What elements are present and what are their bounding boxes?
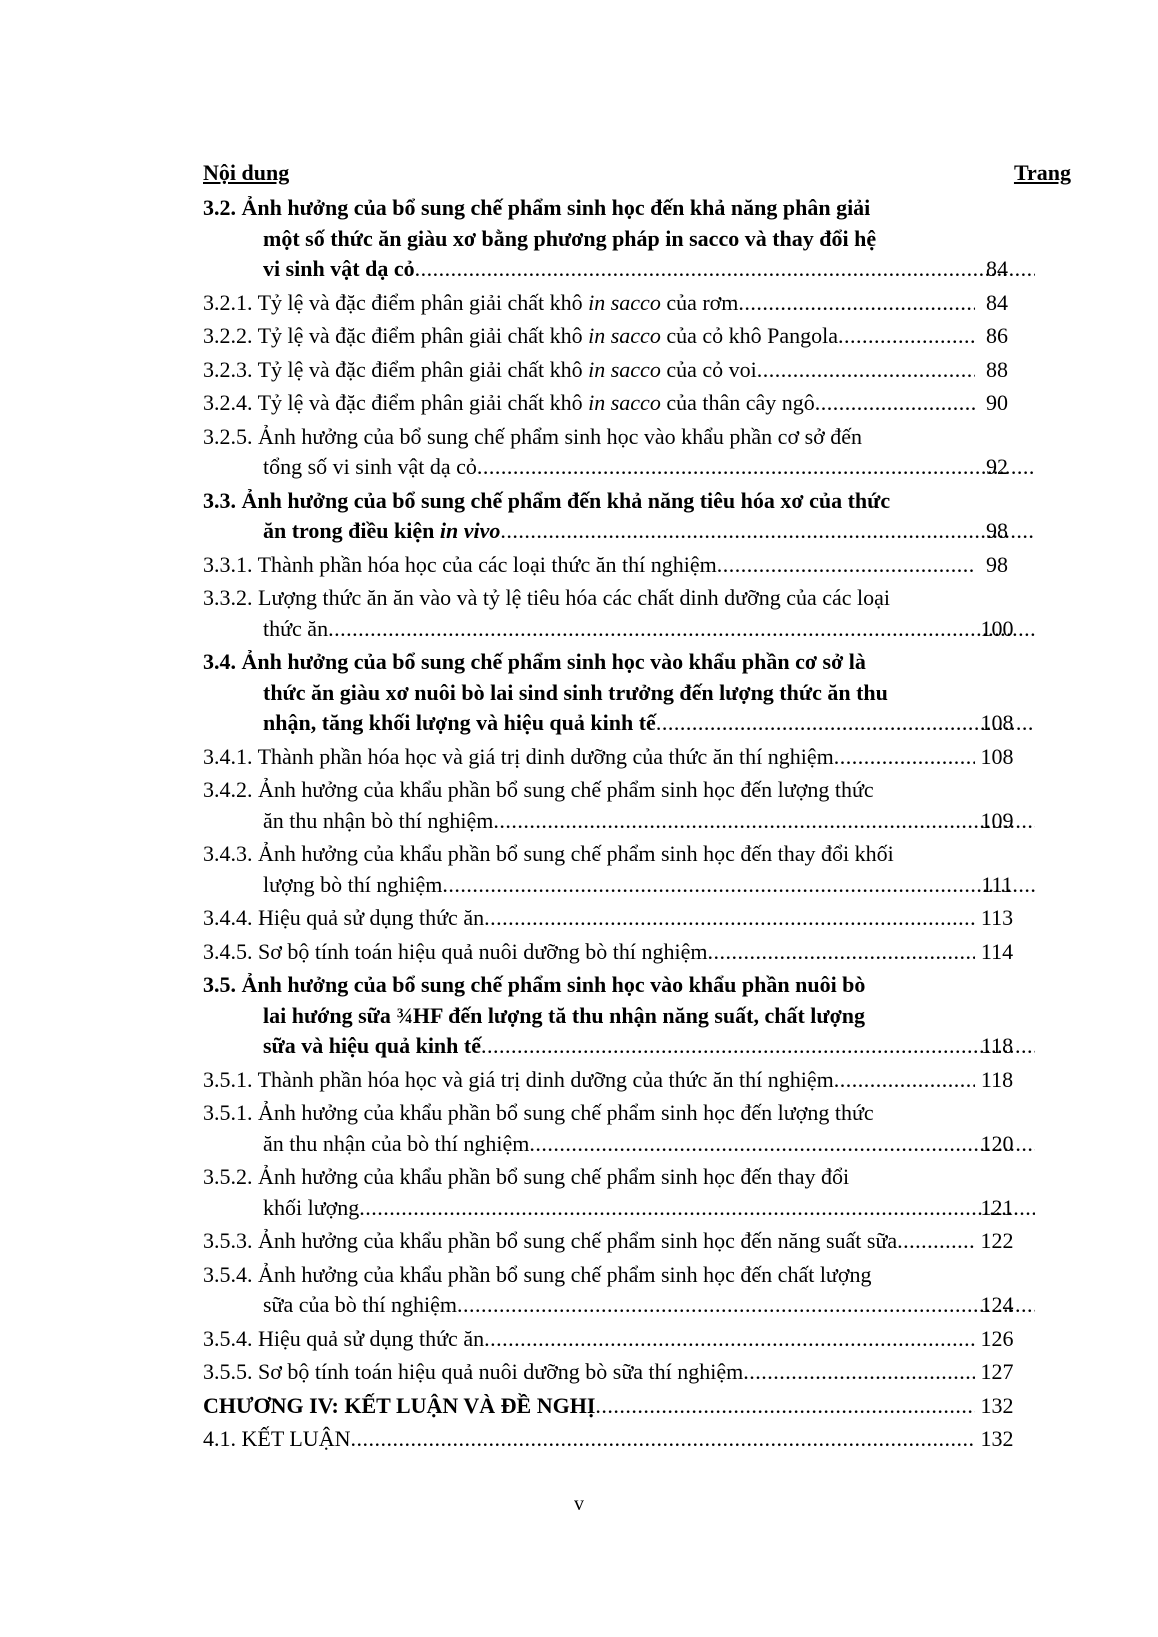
toc-dot-leader (493, 806, 1035, 837)
toc-entry-text: 3.5.4. Hiệu quả sử dụng thức ăn (203, 1325, 485, 1351)
toc-entry-text: 3.2.2. Tỷ lệ và đặc điểm phân giải chất khô (203, 323, 589, 348)
toc-entry-text: sữa và hiệu quả kinh tế (263, 1033, 481, 1058)
toc-entry-italic-term: in sacco (588, 390, 661, 415)
toc-entry-text: 3.2.1. Tỷ lệ và đặc điểm phân giải chất khô (203, 289, 589, 315)
toc-entry-line: 3.5.1. Ảnh hưởng của khẩu phần bổ sung chế phẩm sinh học đến lượng thức (203, 1100, 874, 1125)
toc-page-number: 113 (980, 905, 1014, 930)
toc-page-number: 88 (986, 356, 1008, 382)
toc-entry-text: 3.4.5. Sơ bộ tính toán hiệu quả nuôi dưỡng bò thí nghiệm (203, 938, 708, 964)
toc-entry-last-line (203, 288, 975, 319)
toc-dot-leader (815, 388, 975, 419)
toc-entry-line: 3.2. Ảnh hưởng của bổ sung chế phẩm sinh học đến khả năng phân giải (203, 195, 871, 220)
toc-entry-text: CHƯƠNG IV: KẾT LUẬN VÀ ĐỀ NGHỊ (203, 1392, 596, 1418)
toc-entry[interactable] (203, 486, 1071, 547)
toc-entry-title (203, 903, 484, 934)
toc-entry-text: ăn thu nhận của bò thí nghiệm (263, 1130, 530, 1156)
toc-entry-line: 3.5.2. Ảnh hưởng của khẩu phần bổ sung chế phẩm sinh học đến thay đổi (203, 1164, 850, 1189)
toc-dot-leader (834, 742, 975, 773)
toc-header-page-label: Trang (1013, 160, 1071, 185)
toc-entry-title (203, 1391, 595, 1422)
toc-entry-line: 3.2.5. Ảnh hưởng của bổ sung chế phẩm sinh học vào khẩu phần cơ sở đến (203, 423, 863, 449)
toc-entry-text: 3.2.4. Tỷ lệ và đặc điểm phân giải chất khô (203, 390, 589, 415)
toc-entry[interactable] (203, 1098, 1071, 1159)
toc-entry-last-line (203, 1129, 1035, 1160)
toc-dot-leader (757, 355, 975, 386)
toc-entry-last-line (203, 1193, 1035, 1224)
toc-entry-italic-term: in sacco (588, 289, 661, 315)
toc-entry-title (263, 708, 656, 739)
toc-entry-title (203, 1324, 484, 1355)
toc-entry-title (203, 742, 834, 773)
toc-entry-last-line (203, 806, 1035, 837)
toc-dot-leader (442, 870, 1035, 901)
toc-entry-last-line (203, 355, 975, 386)
toc-entry-last-line (203, 321, 975, 352)
toc-entry[interactable] (203, 1324, 1071, 1355)
toc-page-number: 132 (980, 1392, 1014, 1418)
toc-entry-line: 3.4. Ảnh hưởng của bổ sung chế phẩm sinh học vào khẩu phần cơ sở là (203, 649, 866, 674)
toc-entry-text: 3.4.1. Thành phần hóa học và giá trị dinh dưỡng của thức ăn thí nghiệm (203, 743, 834, 769)
toc-entry[interactable] (203, 1357, 1071, 1388)
toc-page-number: 92 (986, 454, 1008, 479)
toc-dot-leader (834, 1065, 975, 1096)
toc-entry-line: lai hướng sữa ¾HF đến lượng tă thu nhận năng suất, chất lượng (263, 1002, 866, 1028)
toc-entry-title (263, 1031, 481, 1062)
toc-entry-text-tail: của rơm (660, 289, 739, 315)
toc-header-content-label: Nội dung (203, 160, 290, 185)
toc-entry-last-line (203, 1031, 1035, 1062)
toc-page-number: 122 (980, 1228, 1014, 1253)
toc-entry-text-tail: của thân cây ngô (660, 390, 815, 415)
toc-entry[interactable] (203, 1226, 1071, 1257)
toc-dot-leader (350, 1424, 975, 1455)
toc-entry-title (203, 321, 838, 352)
toc-page-number: 132 (980, 1426, 1014, 1451)
toc-dot-leader (328, 614, 1035, 645)
toc-entry[interactable] (203, 970, 1071, 1062)
toc-entry-last-line (203, 1424, 975, 1455)
toc-entry[interactable] (203, 321, 1071, 352)
toc-entry-text: lượng bò thí nghiệm (263, 871, 443, 897)
toc-entry-title (263, 516, 500, 547)
toc-entry-title (263, 1290, 457, 1321)
toc-entry[interactable] (203, 1424, 1071, 1455)
toc-entry[interactable] (203, 937, 1071, 968)
toc-entry-text: ăn thu nhận bò thí nghiệm (263, 807, 494, 833)
toc-entry[interactable] (203, 583, 1071, 644)
toc-entry-last-line (203, 1324, 975, 1355)
toc-page-number: 127 (980, 1359, 1014, 1384)
toc-entry-text: 3.3.1. Thành phần hóa học của các loại thức ăn thí nghiệm (203, 551, 717, 577)
toc-dot-leader (484, 903, 975, 934)
toc-entry-text: 3.5.5. Sơ bộ tính toán hiệu quả nuôi dưỡng bò sữa thí nghiệm (203, 1359, 744, 1384)
toc-entry-line: 3.5.4. Ảnh hưởng của khẩu phần bổ sung chế phẩm sinh học đến chất lượng (203, 1261, 872, 1287)
toc-entry[interactable] (203, 193, 1071, 285)
toc-entry-line: thức ăn giàu xơ nuôi bò lai sind sinh trưởng đến lượng thức ăn thu (263, 679, 888, 705)
toc-entry-text: 4.1. KẾT LUẬN (203, 1426, 351, 1451)
toc-entry[interactable] (203, 775, 1071, 836)
toc-page-number: 126 (980, 1325, 1014, 1351)
toc-entry-last-line (203, 254, 1035, 285)
toc-entry-text: 3.5.3. Ảnh hưởng của khẩu phần bổ sung chế phẩm sinh học đến năng suất sữa (203, 1228, 898, 1253)
toc-header (203, 160, 1071, 192)
toc-entry-italic-term: in sacco (588, 323, 661, 348)
toc-entry-last-line (203, 937, 975, 968)
toc-entry[interactable] (203, 422, 1071, 483)
toc-entry-line: 3.4.2. Ảnh hưởng của khẩu phần bổ sung chế phẩm sinh học đến lượng thức (203, 777, 874, 802)
toc-entry-text: thức ăn (263, 615, 329, 641)
toc-entry-title (203, 1065, 834, 1096)
toc-page-number: 121 (980, 1194, 1014, 1220)
toc-dot-leader (897, 1226, 975, 1257)
toc-dot-leader (529, 1129, 1035, 1160)
toc-page-number: 118 (980, 1033, 1014, 1058)
toc-dot-leader (595, 1391, 975, 1422)
toc-page-number: 100 (980, 615, 1014, 641)
toc-entry-title (203, 288, 738, 319)
toc-dot-leader (484, 1324, 975, 1355)
toc-page-number: 109 (980, 807, 1014, 833)
toc-entry-text: tổng số vi sinh vật dạ cỏ (263, 454, 477, 479)
toc-entry[interactable] (203, 839, 1071, 900)
toc-dot-leader (477, 452, 1035, 483)
toc-entry-text-tail: của cỏ khô Pangola (660, 323, 838, 348)
toc-dot-leader (738, 288, 975, 319)
toc-entry-last-line (203, 1357, 975, 1388)
toc-page-number: 120 (980, 1130, 1014, 1156)
toc-entry[interactable] (203, 355, 1071, 386)
toc-page-number: 118 (980, 1066, 1014, 1092)
toc-entry-title (203, 388, 815, 419)
toc-page-number: 114 (980, 938, 1014, 964)
toc-entry-italic-term: in vivo (439, 518, 501, 543)
toc-dot-leader (717, 550, 975, 581)
toc-entry[interactable] (203, 1391, 1071, 1422)
toc-entry-text: sữa của bò thí nghiệm (263, 1292, 457, 1317)
toc-entry-line: 3.5. Ảnh hưởng của bổ sung chế phẩm sinh học vào khẩu phần nuôi bò (203, 972, 866, 997)
toc-entry-title (263, 254, 415, 285)
toc-dot-leader (500, 516, 1035, 547)
toc-entry-text: khối lượng (263, 1194, 360, 1220)
toc-entry-title (203, 355, 757, 386)
toc-page-number: 84 (986, 289, 1008, 315)
toc-entry[interactable] (203, 647, 1071, 739)
page-footer-number: v (574, 1493, 584, 1515)
toc-dot-leader (457, 1290, 1035, 1321)
toc-dot-leader (481, 1031, 1035, 1062)
toc-entry-text: 3.2.3. Tỷ lệ và đặc điểm phân giải chất khô (203, 356, 589, 382)
toc-entry-title (263, 1129, 529, 1160)
toc-page-number: 124 (980, 1292, 1014, 1317)
toc-entry[interactable] (203, 388, 1071, 419)
toc-dot-leader (415, 254, 1035, 285)
toc-entry-last-line (203, 1065, 975, 1096)
toc-entry-title (203, 1424, 350, 1455)
toc-entry-last-line (203, 614, 1035, 645)
toc-dot-leader (359, 1193, 1035, 1224)
toc-entry-text: nhận, tăng khối lượng và hiệu quả kinh tế (263, 710, 656, 735)
toc-dot-leader (838, 321, 975, 352)
toc-dot-leader (743, 1357, 975, 1388)
toc-entry-last-line (203, 870, 1035, 901)
toc-entry-italic-term: in sacco (588, 356, 661, 382)
toc-entry-title (203, 1226, 897, 1257)
toc-entry-text: 3.5.1. Thành phần hóa học và giá trị dinh dưỡng của thức ăn thí nghiệm (203, 1066, 834, 1092)
toc-page-number: 98 (986, 551, 1008, 577)
toc-entry-last-line (203, 1290, 1035, 1321)
toc-entry-title (263, 614, 328, 645)
toc-entry-line: 3.3.2. Lượng thức ăn ăn vào và tỷ lệ tiêu hóa các chất dinh dưỡng của các loại (203, 585, 891, 610)
toc-entry-title (263, 1193, 359, 1224)
toc-entry[interactable] (203, 288, 1071, 319)
toc-entry[interactable] (203, 742, 1071, 773)
table-of-contents (203, 193, 1071, 1455)
toc-entry-last-line (203, 1391, 975, 1422)
toc-entry[interactable] (203, 903, 1071, 934)
toc-dot-leader (708, 937, 976, 968)
toc-entry-title (263, 870, 442, 901)
toc-entry-line: 3.3. Ảnh hưởng của bổ sung chế phẩm đến khả năng tiêu hóa xơ của thức (203, 487, 891, 513)
toc-entry-last-line (203, 903, 975, 934)
toc-entry-last-line (203, 708, 1035, 739)
toc-entry[interactable] (203, 1162, 1071, 1223)
toc-entry-last-line (203, 452, 1035, 483)
toc-entry-last-line (203, 550, 975, 581)
toc-page-number: 86 (986, 323, 1008, 348)
toc-entry[interactable] (203, 550, 1071, 581)
toc-entry-last-line (203, 742, 975, 773)
toc-entry-title (263, 806, 493, 837)
toc-page-number: 111 (981, 871, 1013, 897)
toc-entry-text: 3.4.4. Hiệu quả sử dụng thức ăn (203, 905, 485, 930)
toc-page-number: 84 (986, 256, 1008, 281)
toc-entry-text: ăn trong điều kiện (263, 518, 440, 543)
toc-entry[interactable] (203, 1065, 1071, 1096)
toc-entry-last-line (203, 516, 1035, 547)
toc-entry-title (263, 452, 477, 483)
toc-entry-text-tail: của cỏ voi (660, 356, 757, 382)
toc-entry[interactable] (203, 1260, 1071, 1321)
toc-page-number: 108 (980, 743, 1014, 769)
toc-entry-title (203, 1357, 743, 1388)
toc-page-number: 108 (980, 710, 1014, 735)
toc-page-number: 98 (986, 518, 1008, 543)
toc-entry-text: vi sinh vật dạ cỏ (263, 256, 415, 281)
toc-entry-title (203, 937, 708, 968)
toc-entry-last-line (203, 1226, 975, 1257)
toc-entry-last-line (203, 388, 975, 419)
toc-entry-line: một số thức ăn giàu xơ bằng phương pháp in sacco và thay đổi hệ (263, 225, 877, 251)
toc-entry-title (203, 550, 717, 581)
toc-entry-line: 3.4.3. Ảnh hưởng của khẩu phần bổ sung chế phẩm sinh học đến thay đổi khối (203, 841, 894, 866)
toc-page-number: 90 (986, 390, 1008, 415)
